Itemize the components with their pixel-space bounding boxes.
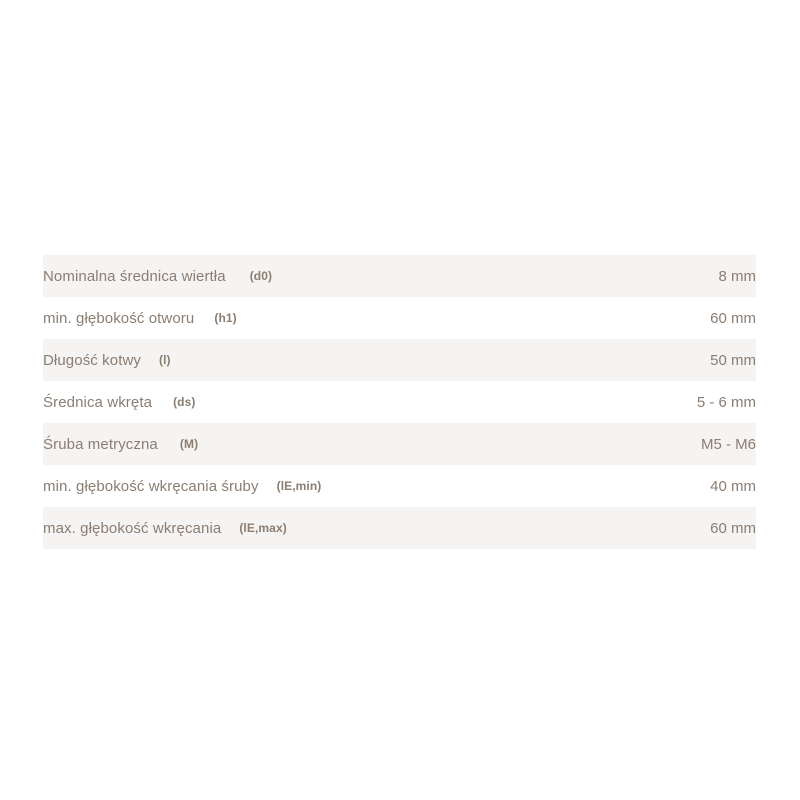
spec-symbol: (lE,min): [276, 479, 322, 493]
spec-row-drill-diameter: [43, 255, 756, 297]
spec-value: 5 - 6 mm: [696, 393, 756, 411]
spec-label: min. głębokość wkręcania śruby: [43, 477, 259, 495]
spec-symbol: (d0): [249, 269, 273, 283]
spec-value: M5 - M6: [700, 435, 756, 453]
spec-label: min. głębokość otworu: [43, 309, 195, 327]
spec-row-min-screw-in-depth: [43, 465, 756, 507]
spec-row-hole-depth: [43, 297, 756, 339]
spec-value: 50 mm: [710, 351, 756, 369]
spec-symbol: (h1): [214, 311, 237, 325]
spec-label-cell: [43, 353, 171, 368]
spec-label: Śruba metryczna: [43, 435, 158, 453]
spec-symbol: (ds): [173, 395, 196, 409]
spec-value: 8 mm: [718, 267, 756, 285]
spec-symbol: (lE,max): [239, 521, 287, 535]
spec-label: Długość kotwy: [43, 351, 142, 369]
spec-label-cell: [43, 395, 195, 410]
spec-symbol: (M): [179, 437, 199, 451]
spec-row-screw-diameter: [43, 381, 756, 423]
spec-row-anchor-length: [43, 339, 756, 381]
spec-value: 60 mm: [710, 519, 756, 537]
spec-row-metric-bolt: [43, 423, 756, 465]
spec-label-cell: [43, 437, 198, 452]
spec-value: 40 mm: [710, 477, 756, 495]
spec-symbol: (l): [159, 353, 171, 367]
spec-label-cell: [43, 311, 237, 326]
spec-row-max-screw-in-depth: [43, 507, 756, 549]
spec-label-cell: [43, 521, 287, 536]
spec-label-cell: [43, 269, 272, 284]
spec-value: 60 mm: [710, 309, 756, 327]
spec-table: [43, 255, 756, 549]
spec-label: Średnica wkręta: [43, 393, 153, 411]
spec-label-cell: [43, 479, 321, 494]
spec-label: max. głębokość wkręcania: [43, 519, 222, 537]
spec-label: Nominalna średnica wiertła: [43, 267, 226, 285]
